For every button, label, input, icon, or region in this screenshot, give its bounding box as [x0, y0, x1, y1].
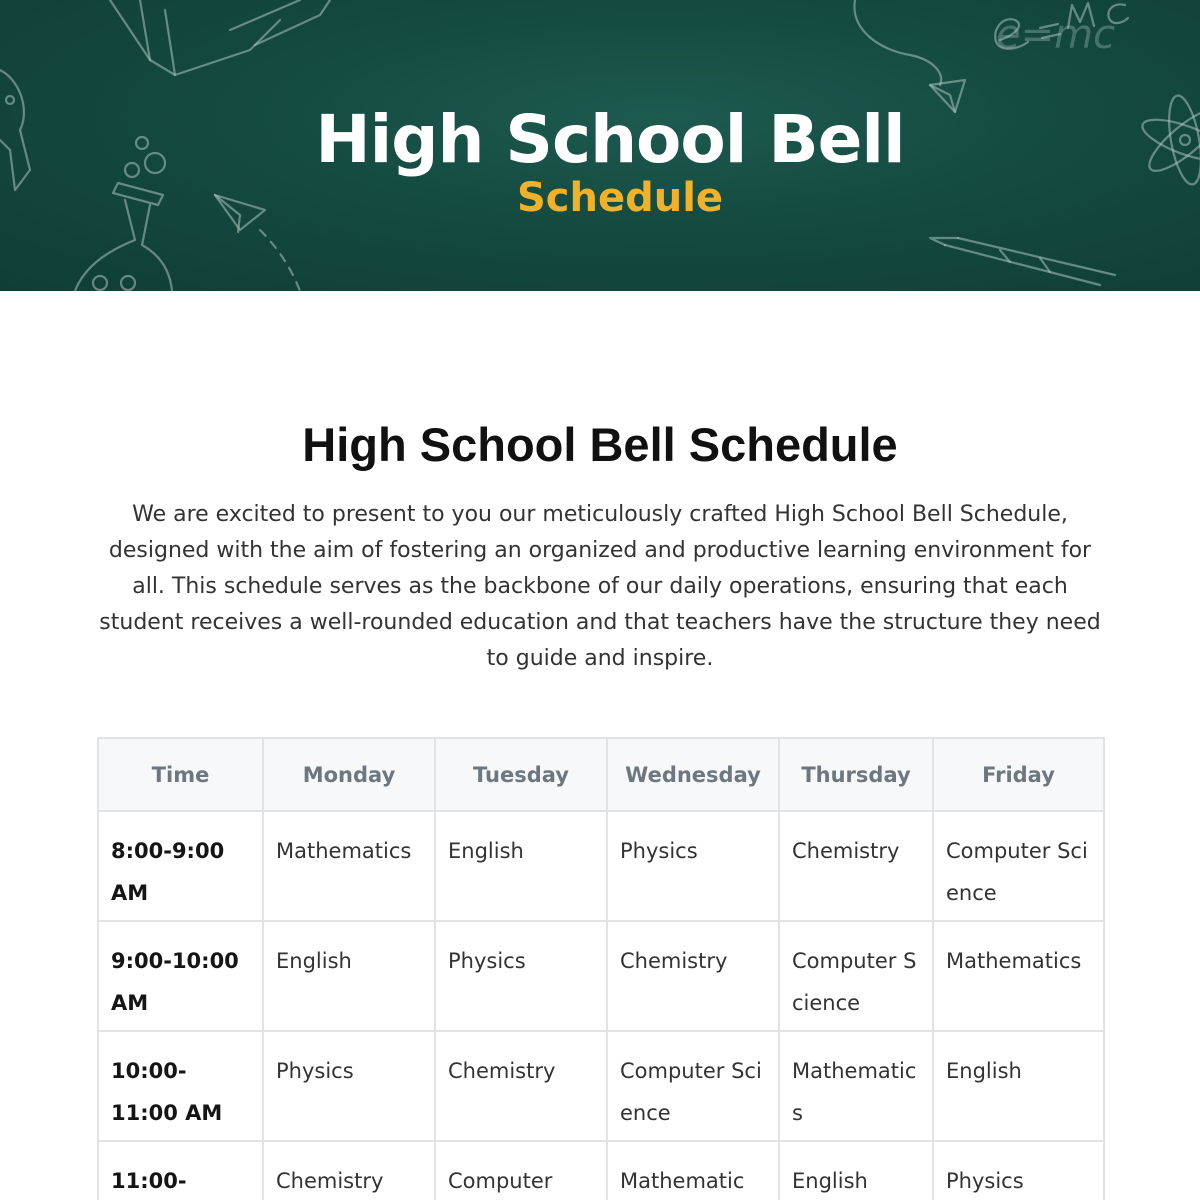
class-cell: Physics — [607, 811, 779, 921]
column-header-time: Time — [98, 738, 263, 811]
class-cell: Physics — [263, 1031, 435, 1141]
column-header-wednesday: Wednesday — [607, 738, 779, 811]
table-header-row — [98, 738, 1104, 811]
page-title: High School Bell Schedule — [302, 418, 898, 471]
book-doodle — [110, 0, 330, 75]
class-cell: Physics — [933, 1141, 1104, 1200]
class-cell: Mathematics — [263, 811, 435, 921]
class-cell: Physics — [435, 921, 607, 1031]
equation-text: e=mc — [996, 12, 1116, 58]
class-cell: English — [263, 921, 435, 1031]
class-cell: Mathematic — [607, 1141, 779, 1200]
class-cell: English — [435, 811, 607, 921]
column-header-tuesday: Tuesday — [435, 738, 607, 811]
class-cell: Chemistry — [263, 1141, 435, 1200]
class-cell: Computer Science — [779, 921, 933, 1031]
class-cell: Computer — [435, 1141, 607, 1200]
pencil-doodle — [930, 238, 1115, 285]
column-header-monday: Monday — [263, 738, 435, 811]
time-cell: 11:00- — [98, 1141, 263, 1200]
class-cell: Computer Science — [607, 1031, 779, 1141]
bell-schedule-table — [97, 737, 1105, 1200]
class-cell: Chemistry — [435, 1031, 607, 1141]
time-cell: 10:00-11:00 AM — [98, 1031, 263, 1141]
class-cell: English — [933, 1031, 1104, 1141]
class-cell: Computer Science — [933, 811, 1104, 921]
banner-subtitle: Schedule — [516, 175, 724, 221]
table-row — [98, 1031, 1104, 1141]
class-cell: Mathematics — [933, 921, 1104, 1031]
class-cell: Mathematics — [779, 1031, 933, 1141]
time-cell: 9:00-10:00 AM — [98, 921, 263, 1031]
header-banner — [0, 0, 1200, 291]
arrow-doodle — [854, 0, 965, 112]
column-header-friday: Friday — [933, 738, 1104, 811]
table-row — [98, 811, 1104, 921]
class-cell: English — [779, 1141, 933, 1200]
table-row — [98, 921, 1104, 1031]
class-cell: Chemistry — [607, 921, 779, 1031]
column-header-thursday: Thursday — [779, 738, 933, 811]
banner-title: High School Bell — [315, 101, 905, 178]
table-row — [98, 1141, 1104, 1200]
intro-paragraph: We are excited to present to you our meticulously crafted High School Bell Schedule, designed with the aim of fostering an organized and productive learning environment for all. This schedule serves as the backbone of our daily operations, ensuring that each student receives a well-rounded education and that teachers have the structure they need to guide and inspire. — [99, 502, 1101, 671]
time-cell: 8:00-9:00 AM — [98, 811, 263, 921]
class-cell: Chemistry — [779, 811, 933, 921]
